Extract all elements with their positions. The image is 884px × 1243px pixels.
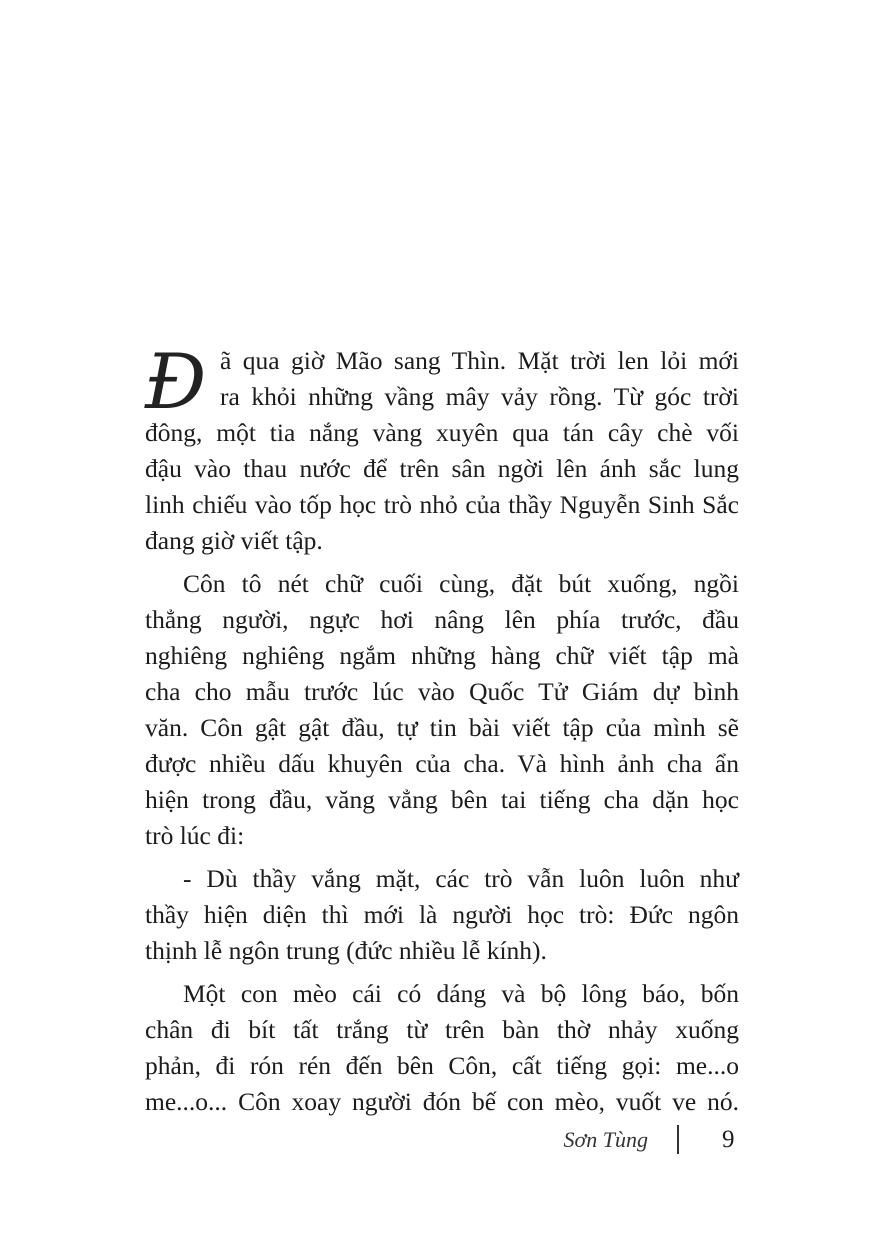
text-line: thẳng người, ngực hơi nâng lên phía trước, đầu [145, 605, 739, 634]
text-line: chân đi bít tất trắng từ trên bàn thờ nhảy xuống [145, 1015, 739, 1044]
text-line: đậu vào thau nước để trên sân ngời lên ánh sắc lung [145, 454, 739, 483]
text-line: Côn tô nét chữ cuối cùng, đặt bút xuống, ngồi [183, 569, 739, 598]
text-line: ã qua giờ Mão sang Thìn. Mặt trời len lỏi mới [220, 346, 739, 375]
text-line: thầy hiện diện thì mới là người học trò: Đức ngôn [145, 900, 739, 929]
text-line: văn. Côn gật gật đầu, tự tin bài viết tập của mình sẽ [145, 713, 739, 742]
paragraph-1 [145, 337, 739, 559]
text-line: ra khỏi những vầng mây vảy rồng. Từ góc trời [220, 382, 739, 411]
text-line: nghiêng nghiêng ngắm những hàng chữ viết tập mà [145, 641, 739, 670]
text-line: đang giờ viết tập. [145, 526, 323, 555]
text-line: linh chiếu vào tốp học trò nhỏ của thầy Nguyễn Sinh Sắc [145, 490, 739, 519]
text-line: trò lúc đi: [145, 821, 245, 850]
body-text [145, 337, 739, 1120]
drop-cap: Đ [145, 337, 207, 426]
page-number: 9 [722, 1126, 735, 1153]
text-line: Một con mèo cái có dáng và bộ lông báo, bốn [183, 979, 739, 1008]
page-footer [0, 1123, 884, 1163]
text-line: thịnh lễ ngôn trung (đức nhiều lễ kính). [145, 936, 547, 965]
footer-divider [677, 1125, 679, 1154]
text-line: me...o... Côn xoay người đón bế con mèo, vuốt ve nó. [145, 1087, 739, 1116]
text-line: hiện trong đầu, văng vẳng bên tai tiếng cha dặn học [145, 785, 739, 814]
paragraph-3 [145, 861, 739, 969]
paragraph-4 [145, 976, 739, 1120]
text-line: đông, một tia nắng vàng xuyên qua tán cây chè vối [145, 418, 739, 447]
text-line: được nhiều dấu khuyên của cha. Và hình ảnh cha ẩn [145, 749, 739, 778]
running-title: Sơn Tùng [563, 1127, 648, 1152]
text-line: - Dù thầy vắng mặt, các trò vẫn luôn luôn như [183, 864, 739, 893]
paragraph-2 [145, 566, 739, 854]
text-line: phản, đi rón rén đến bên Côn, cất tiếng gọi: me...o [145, 1051, 739, 1080]
text-line: cha cho mẫu trước lúc vào Quốc Tử Giám dự bình [145, 677, 739, 706]
